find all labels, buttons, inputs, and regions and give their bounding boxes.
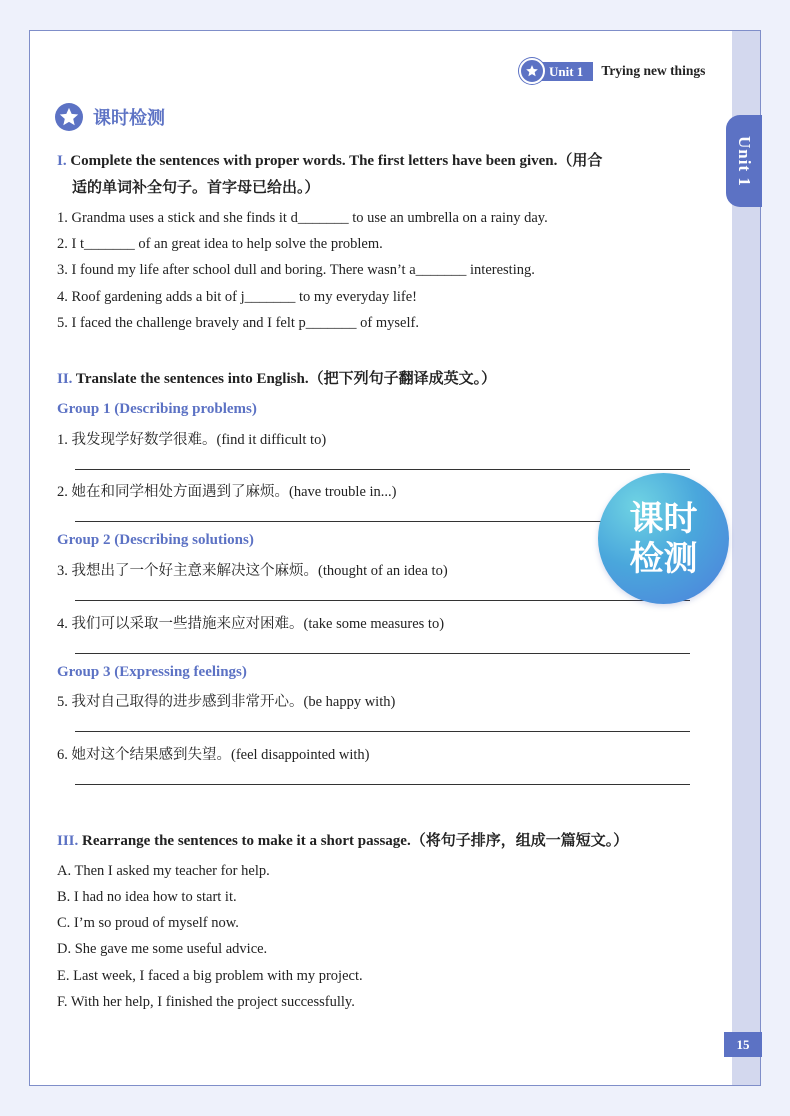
passage-sentence: D. She gave me some useful advice.	[57, 941, 268, 957]
answer-line[interactable]	[75, 653, 690, 654]
passage-sentence: F. With her help, I finished the project successfully.	[57, 994, 355, 1010]
part2-heading-text: Translate the sentences into English.（把下列句子翻译成英文。）	[75, 371, 497, 387]
part1-item: 2. I t_______ of an great idea to help solve the problem.	[57, 236, 383, 252]
translation-question: 6. 她对这个结果感到失望。(feel disappointed with)	[57, 747, 370, 763]
part2-heading	[57, 367, 496, 388]
star-icon	[55, 103, 83, 131]
answer-line[interactable]	[75, 469, 690, 470]
passage-sentence: B. I had no idea how to start it.	[57, 889, 237, 905]
worksheet-page	[29, 30, 761, 1086]
translation-question: 5. 我对自己取得的进步感到非常开心。(be happy with)	[57, 694, 396, 710]
group-2-label: Group 2 (Describing solutions)	[57, 532, 254, 548]
part3-number: III.	[57, 833, 79, 849]
side-tab-label: Unit 1	[735, 135, 754, 187]
section-title: 课时检测	[93, 108, 165, 129]
lesson-check-badge	[598, 473, 729, 604]
section-heading	[55, 103, 165, 131]
side-unit-tab	[726, 115, 762, 207]
part2-number: II.	[57, 371, 73, 387]
unit-header	[519, 58, 705, 84]
unit-label: Unit 1	[539, 62, 593, 81]
part1-item: 1. Grandma uses a stick and she finds it d_______ to use an umbrella on a rainy day.	[57, 210, 548, 226]
part1-heading	[57, 149, 602, 170]
badge-line-2: 检测	[629, 538, 698, 579]
answer-line[interactable]	[75, 731, 690, 732]
translation-question: 1. 我发现学好数学很难。(find it difficult to)	[57, 432, 327, 448]
part1-item: 3. I found my life after school dull and boring. There wasn’t a_______ interesting.	[57, 262, 535, 278]
part1-heading-text: Complete the sentences with proper words. The first letters have been given.（用合	[70, 153, 603, 169]
page-number: 15	[724, 1032, 762, 1057]
passage-sentence: C. I’m so proud of myself now.	[57, 915, 239, 931]
passage-sentence: A. Then I asked my teacher for help.	[57, 863, 270, 879]
answer-line[interactable]	[75, 521, 690, 522]
translation-question: 4. 我们可以采取一些措施来应对困难。(take some measures to)	[57, 616, 445, 632]
part1-item: 4. Roof gardening adds a bit of j_______ to my everyday life!	[57, 289, 418, 305]
group-1-label: Group 1 (Describing problems)	[57, 401, 257, 417]
part1-item: 5. I faced the challenge bravely and I felt p_______ of myself.	[57, 315, 419, 331]
part3-heading	[57, 829, 628, 850]
badge-line-1: 课时	[629, 498, 698, 539]
unit-title: Trying new things	[601, 63, 706, 78]
group-3-label: Group 3 (Expressing feelings)	[57, 664, 247, 680]
star-icon	[519, 58, 545, 84]
part1-number: I.	[57, 153, 67, 169]
translation-question: 3. 我想出了一个好主意来解决这个麻烦。(thought of an idea to)	[57, 563, 448, 579]
translation-question: 2. 她在和同学相处方面遇到了麻烦。(have trouble in...)	[57, 484, 397, 500]
answer-line[interactable]	[75, 600, 690, 601]
answer-line[interactable]	[75, 784, 690, 785]
passage-sentence: E. Last week, I faced a big problem with my project.	[57, 968, 363, 984]
part3-heading-text: Rearrange the sentences to make it a short passage.（将句子排序，组成一篇短文。）	[82, 833, 629, 849]
part1-heading-cont: 适的单词补全句子。首字母已给出。）	[72, 180, 320, 196]
